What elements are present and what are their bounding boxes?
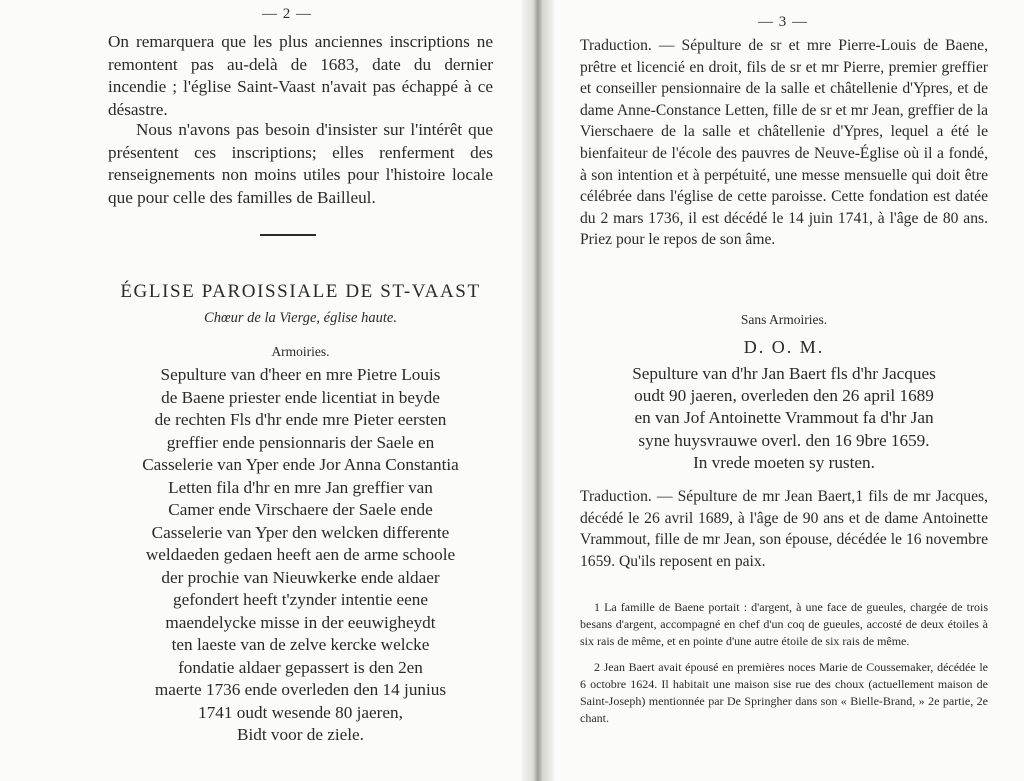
inscription-line: gefondert heeft t'zynder intentie eene xyxy=(172,590,429,609)
sans-armoiries-label: Sans Armoiries. xyxy=(740,312,828,327)
inscription-line: syne huysvrauwe overl. den 16 9bre 1659. xyxy=(638,430,930,450)
section-divider xyxy=(260,234,316,236)
traduction-de-baene: Traduction. — Sépulture de sr et mre Pierre-Louis de Baene, prêtre et licencié en droit, fils de sr et mr Pierre, premier greffier et conseiller pensionnaire de la salle et châtellenie d'Ypres, et de dame Anne-Constance Letten, fille de sr et mr Jean, greffier de la Vierschaere de la salle et châtellenie d'Ypres, lequel a été le bienfaiteur de l'école des pauvres de Neuve-Église où il a fondé, à son intention et à perpétuité, une messe mensuelle qui doit être célébrée dans l'église de cette paroisse. Cette fondation est datée du 2 mars 1736, il est décédé le 14 juin 1741, à l'âge de 80 ans. Priez pour le repos de son âme. xyxy=(580,37,988,249)
traduction-baert: Traduction. — Sépulture de mr Jean Baert,1 fils de mr Jacques, décédé le 26 avril 1689, à l'âge de 90 ans et de dame Antoinette Vrammout, fille de mr Jean, son épouse, décédée le 16 novembre 1659. Qu'ils reposent en paix. xyxy=(580,488,988,570)
section-subheading: Chœur de la Vierge, église haute. xyxy=(204,310,397,326)
dom-heading: D. O. M. xyxy=(743,337,825,357)
paragraph-intro-1: On remarquera que les plus anciennes inscriptions ne remontent pas au-delà de 1683, date du dernier incendie ; l'église Saint-Vaast n'avait pas échappé à ce désastre. xyxy=(108,32,493,119)
inscription-line: Casselerie van Yper ende Jor Anna Constantia xyxy=(142,455,459,474)
inscription-line: der prochie van Nieuwkerke ende aldaer xyxy=(161,567,440,587)
footnotes xyxy=(580,599,988,736)
book-gutter xyxy=(522,0,554,781)
inscription-line: Sepulture van d'hr Jan Baert fls d'hr Jacques xyxy=(632,364,936,383)
inscription-line: Sepulture van d'heer en mre Pietre Louis xyxy=(160,365,441,384)
inscription-baert xyxy=(580,363,988,474)
inscription-line: ten laeste van de zelve kercke welcke xyxy=(171,635,430,654)
inscription-line: de rechten Fls d'hr ende mre Pieter eersten xyxy=(154,410,447,429)
inscription-line: Bidt voor de ziele. xyxy=(237,725,364,744)
inscription-line: Camer ende Virschaere der Saele ende xyxy=(168,500,433,519)
footnote-1: 1 La famille de Baene portait : d'argent, à une face de gueules, chargée de trois besans d'argent, accompagné en chef d'un coq de gueules, accosté de deux étoiles à six rais de même, et en pointe d'une autre étoile de six rais de même. xyxy=(580,600,988,648)
inscription-line: maendelycke misse in der eeuwigheydt xyxy=(165,612,436,632)
section-heading: ÉGLISE PAROISSIALE DE ST-VAAST xyxy=(120,281,481,302)
inscription-line: maerte 1736 ende overleden den 14 junius xyxy=(154,680,447,699)
page-number-right: — 3 — xyxy=(758,14,808,30)
inscription-line: Letten fila d'hr en mre Jan greffier van xyxy=(168,477,433,497)
inscription-de-baene xyxy=(108,364,493,747)
inscription-line: en van Jof Antoinette Vrammout fa d'hr Jan xyxy=(634,408,934,428)
armoiries-label: Armoiries. xyxy=(271,344,330,359)
inscription-line: fondatie aldaer gepassert is den 2en xyxy=(178,657,423,677)
inscription-line: In vrede moeten sy rusten. xyxy=(693,452,875,472)
footnote-2: 2 Jean Baert avait épousé en premières noces Marie de Coussemaker, décédée le 6 octobre 1624. Il habitait une maison sise rue des choux (actuellement maison de Saint-Joseph) mentionnée par De Springher dans son « Bielle-Brand, » 2e partie, 2e chant. xyxy=(580,660,988,725)
inscription-line: oudt 90 jaeren, overleden den 26 april 1689 xyxy=(634,386,934,406)
inscription-line: de Baene priester ende licentiat in beyde xyxy=(161,387,440,407)
paragraph-intro-2: Nous n'avons pas besoin d'insister sur l'intérêt que présentent ces inscriptions; elles renferment des renseignements non moins utiles pour l'histoire locale que pour celle des familles de Bailleul. xyxy=(108,120,493,207)
inscription-line: greffier ende pensionnaris der Saele en xyxy=(166,432,435,452)
inscription-line: 1741 oudt wesende 80 jaeren, xyxy=(198,702,403,722)
inscription-line: weldaeden gedaen heeft aen de arme schoole xyxy=(145,545,456,564)
right-page xyxy=(556,0,1024,781)
inscription-line: Casselerie van Yper den welcken differente xyxy=(151,522,450,542)
page-number-left: — 2 — xyxy=(262,6,312,22)
